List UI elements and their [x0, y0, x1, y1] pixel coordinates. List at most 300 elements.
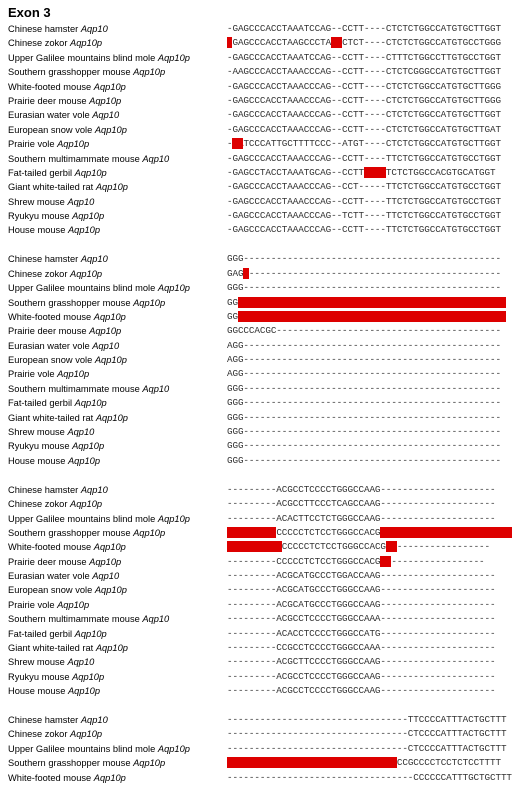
alignment-row	[8, 540, 520, 554]
highlighted-segment: -	[227, 37, 233, 49]
alignment-figure	[8, 4, 520, 785]
sequence-segment: CCCCCTCTCCTGGGCCACG	[281, 541, 386, 553]
sequence-segment: ---------CCGCCTCCCCTGGGCCAAA---------------------	[227, 642, 496, 654]
gene-name: Aqp10	[67, 196, 95, 207]
sequence	[227, 324, 501, 338]
gene-name: Aqp10p	[70, 38, 103, 49]
gene-name: Aqp10	[67, 657, 95, 668]
species-label	[8, 123, 127, 137]
sequence	[227, 367, 501, 381]
species-label	[8, 612, 169, 626]
sequence-segment: -GAGCCCACCTAAATCCAG--CCTT----CTCTCTGGCCATGTGCTTGGT	[227, 23, 501, 34]
sequence	[227, 310, 506, 324]
sequence	[227, 655, 495, 669]
sequence-segment: GG	[227, 310, 238, 322]
alignment-row	[8, 454, 520, 468]
sequence-segment: CTCT----CTCTCTGGCCATGTGCCTGGG	[342, 37, 501, 49]
species-name: Prairie deer mouse	[8, 95, 90, 106]
gene-name: Aqp10p	[72, 441, 105, 452]
sequence-segment: GGCCCACGC-----------------------------------------	[227, 325, 501, 337]
alignment-row	[8, 713, 520, 727]
species-name: Ryukyu mouse	[8, 211, 73, 222]
species-label	[8, 756, 165, 770]
sequence-segment: GAG	[227, 267, 244, 279]
sequence	[227, 152, 501, 166]
species-label	[8, 51, 190, 65]
sequence	[227, 296, 506, 310]
species-label	[8, 512, 190, 526]
alignment-row	[8, 396, 520, 410]
species-name: Eurasian water vole	[8, 340, 93, 351]
species-name: Giant white-tailed rat	[8, 643, 96, 654]
species-name: Prairie deer mouse	[8, 556, 90, 567]
alignment-row	[8, 108, 520, 122]
alignment-block	[8, 483, 520, 699]
species-label	[8, 713, 108, 727]
species-name: White-footed mouse	[8, 311, 94, 322]
species-label	[8, 483, 108, 497]
alignment-row	[8, 627, 520, 641]
alignment-row	[8, 339, 520, 353]
species-label	[8, 382, 169, 396]
species-label	[8, 209, 104, 223]
sequence-segment: ---------ACGCCTTCCCTCAGCCAAG---------------------	[227, 498, 496, 510]
species-label	[8, 540, 126, 554]
species-name: Southern grasshopper mouse	[8, 527, 134, 538]
sequence	[227, 195, 501, 209]
alignment-row	[8, 655, 520, 669]
species-label	[8, 425, 94, 439]
sequence-segment: -GAGCCTACCTAAATGCAG--CCTT	[227, 166, 364, 178]
sequence	[227, 742, 506, 756]
species-label	[8, 353, 127, 367]
sequence	[227, 223, 501, 237]
sequence	[227, 108, 501, 122]
species-name: White-footed mouse	[8, 81, 94, 92]
sequence-segment: ---------------------------------CTCCCCATTTACTGCTTT	[227, 742, 507, 754]
alignment-row	[8, 598, 520, 612]
species-name: Fat-tailed gerbil	[8, 628, 75, 639]
sequence-segment: -AAGCCCACCTAAACCCAG--CCTT----CTCTCGGGCCATGTGCTTGGT	[227, 66, 501, 78]
highlighted-segment: CC	[385, 541, 397, 553]
sequence	[227, 36, 501, 50]
sequence	[227, 512, 495, 526]
sequence-segment: -----------------	[396, 541, 491, 553]
alignment-row	[8, 512, 520, 526]
sequence-segment: -GAGCCCACCTAAACCCAG--CCTT----TTCTCTGGCCATGTGCCTGGT	[227, 195, 501, 207]
sequence	[227, 684, 495, 698]
gene-name: Aqp10	[92, 110, 120, 121]
species-label	[8, 583, 127, 597]
gene-name: Aqp10p	[157, 743, 190, 754]
species-label	[8, 526, 165, 540]
highlighted-segment: GA	[232, 138, 244, 150]
sequence-segment: -GAGCCCACCTAAACCCAG--CCTT----TTCTCTGGCCATGTGCCTGGT	[227, 152, 501, 164]
sequence-segment: ---------ACGCCTCCCCTGGGCCAAG---------------------	[227, 670, 496, 682]
species-label	[8, 555, 121, 569]
sequence	[227, 65, 501, 79]
species-label	[8, 36, 102, 50]
species-label	[8, 627, 107, 641]
species-label	[8, 396, 107, 410]
gene-name: Aqp10p	[157, 283, 190, 294]
gene-name: Aqp10p	[57, 139, 90, 150]
species-label	[8, 497, 102, 511]
sequence	[227, 80, 501, 94]
sequence-segment: GGG-----------------------------------------------	[227, 397, 501, 409]
block-gap	[8, 468, 520, 483]
sequence	[227, 339, 501, 353]
species-label	[8, 670, 104, 684]
species-name: Southern grasshopper mouse	[8, 67, 134, 78]
sequence-segment: ---------ACGCCTCCCCTGGGCCAAG---------------------	[227, 685, 496, 697]
species-name: Giant white-tailed rat	[8, 182, 96, 193]
species-name: House mouse	[8, 455, 68, 466]
alignment-row	[8, 555, 520, 569]
sequence	[227, 483, 495, 497]
alignment-row	[8, 727, 520, 741]
gene-name: Aqp10p	[93, 311, 126, 322]
sequence-segment: ---------ACACCTCCCCTGGGCCATG---------------------	[227, 627, 496, 639]
alignment-row	[8, 425, 520, 439]
gene-name: Aqp10p	[93, 81, 126, 92]
species-label	[8, 727, 102, 741]
gene-name: Aqp10p	[67, 686, 101, 697]
gene-name: Aqp10p	[95, 643, 128, 654]
alignment-row	[8, 483, 520, 497]
species-label	[8, 80, 126, 94]
alignment-row	[8, 641, 520, 655]
sequence	[227, 526, 512, 540]
highlighted-segment: CCCTGCCCCTAGGCCACGGCCCCCCCCCTGGGCCACG---CCCCTCTGG	[237, 310, 507, 322]
species-name: Chinese zokor	[8, 38, 71, 49]
sequence	[227, 454, 501, 468]
gene-name: Aqp10	[92, 571, 120, 582]
sequence	[227, 555, 485, 569]
gene-name: Aqp10	[92, 340, 120, 351]
species-name: European snow vole	[8, 585, 95, 596]
alignment-row	[8, 670, 520, 684]
sequence-segment: GGG-----------------------------------------------	[227, 253, 501, 265]
species-label	[8, 137, 89, 151]
species-label	[8, 180, 128, 194]
sequence-segment: ---------ACGCCTCCCCTGGGCCAAG---------------------	[227, 483, 496, 495]
sequence	[227, 756, 501, 770]
alignment-row	[8, 367, 520, 381]
highlighted-segment: CCTGCCGGCCAGGCCCCTCTCCTGGGCCACG	[227, 757, 397, 769]
gene-name: Aqp10p	[70, 499, 103, 510]
alignment-row	[8, 252, 520, 266]
species-name: Prairie deer mouse	[8, 326, 90, 337]
species-name: Giant white-tailed rat	[8, 412, 96, 423]
sequence-segment: ---------ACACTTCCTCTGGGCCAAG---------------------	[227, 512, 496, 524]
species-name: Southern multimammate mouse	[8, 153, 143, 164]
sequence	[227, 641, 495, 655]
gene-name: Aqp10p	[70, 729, 103, 740]
gene-name: Aqp10p	[133, 297, 166, 308]
species-label	[8, 296, 165, 310]
sequence	[227, 267, 501, 281]
species-name: Chinese hamster	[8, 715, 81, 726]
gene-name: Aqp10p	[89, 326, 122, 337]
species-name: Southern grasshopper mouse	[8, 758, 134, 769]
species-label	[8, 94, 121, 108]
species-name: Upper Galilee mountains blind mole	[8, 283, 158, 294]
sequence	[227, 598, 495, 612]
gene-name: Aqp10	[80, 715, 108, 726]
species-label	[8, 641, 128, 655]
species-name: Prairie vole	[8, 139, 58, 150]
sequence-segment: -----------------	[391, 555, 485, 567]
sequence-segment: -GAGCCCACCTAAACCCAG--CCTT----CTCTCTGGCCATGTGCTTGAT	[227, 123, 501, 135]
gene-name: Aqp10p	[133, 67, 166, 78]
species-label	[8, 339, 119, 353]
species-label	[8, 684, 100, 698]
sequence	[227, 51, 501, 65]
species-label	[8, 411, 128, 425]
gene-name: Aqp10p	[57, 599, 90, 610]
species-name: Shrew mouse	[8, 657, 68, 668]
gene-name: Aqp10	[142, 383, 170, 394]
sequence	[227, 353, 501, 367]
species-label	[8, 267, 102, 281]
sequence	[227, 569, 495, 583]
sequence	[227, 180, 501, 194]
figure-title: Exon 3	[8, 5, 51, 20]
species-label	[8, 310, 126, 324]
sequence-segment: ---------ACGCTTCCCCTGGGCCAAG---------------------	[227, 656, 496, 668]
alignment-row	[8, 267, 520, 281]
sequence-segment: ----------------------------------------------	[248, 267, 501, 279]
alignment-row	[8, 195, 520, 209]
gene-name: Aqp10	[142, 153, 170, 164]
alignment-row	[8, 569, 520, 583]
species-name: House mouse	[8, 686, 68, 697]
gene-name: Aqp10p	[67, 455, 101, 466]
species-label	[8, 771, 126, 785]
species-label	[8, 65, 165, 79]
sequence	[227, 727, 506, 741]
sequence-segment: -GAGCCCACCTAAACCCAG--CCTT----TTCTCTGGCCATGTGCCTGGT	[227, 224, 501, 236]
sequence-segment: GAGCCCACCTAAGCCCTA	[232, 37, 332, 49]
species-name: Chinese hamster	[8, 24, 81, 34]
alignment-row	[8, 152, 520, 166]
block-gap	[8, 699, 520, 714]
alignment-row	[8, 166, 520, 180]
sequence	[227, 396, 501, 410]
sequence-segment: -GAGCCCACCTAAATCCAG--CCTT----CTTTCTGGCCTTGTGCCTGGT	[227, 51, 501, 63]
sequence-segment: ---------------------------------CTCCCCATTTACTGCTTT	[227, 728, 507, 740]
species-name: White-footed mouse	[8, 772, 94, 783]
alignment-row	[8, 137, 520, 151]
gene-name: Aqp10p	[95, 412, 128, 423]
species-label	[8, 223, 100, 237]
block-gap	[8, 238, 520, 253]
species-name: Chinese zokor	[8, 729, 71, 740]
sequence-segment: CCCCCTCTCCTGGGCCACG	[276, 526, 381, 538]
species-label	[8, 252, 108, 266]
sequence-segment: ---------ACGCATGCCCTGGGCCAAG---------------------	[227, 598, 496, 610]
gene-name: Aqp10p	[94, 355, 127, 366]
alignment-block	[8, 252, 520, 468]
sequence	[227, 382, 501, 396]
gene-name: Aqp10	[80, 484, 108, 495]
sequence	[227, 497, 495, 511]
sequence-segment: -GAGCCCACCTAAACCCAG--CCTT----CTCTCTGGCCATGTGCTTGGG	[227, 94, 501, 106]
sequence-segment: GGG-----------------------------------------------	[227, 382, 501, 394]
sequence-segment: GGG-----------------------------------------------	[227, 411, 501, 423]
species-name: Ryukyu mouse	[8, 441, 73, 452]
species-name: Southern grasshopper mouse	[8, 297, 134, 308]
sequence-segment: -GAGCCCACCTAAACCCAG--CCTT----CTCTCTGGCCATGTGCTTGGT	[227, 109, 501, 121]
alignment-row	[8, 684, 520, 698]
sequence-segment: GGG-----------------------------------------------	[227, 440, 501, 452]
species-label	[8, 454, 100, 468]
species-label	[8, 281, 190, 295]
species-name: Fat-tailed gerbil	[8, 167, 75, 178]
gene-name: Aqp10	[80, 254, 108, 265]
gene-name: Aqp10p	[133, 758, 166, 769]
alignment-row	[8, 756, 520, 770]
gene-name: Aqp10p	[74, 628, 107, 639]
sequence	[227, 22, 501, 36]
alignment-row	[8, 51, 520, 65]
sequence	[227, 612, 495, 626]
species-name: Fat-tailed gerbil	[8, 398, 75, 409]
alignment-row	[8, 771, 520, 785]
sequence	[227, 439, 501, 453]
sequence	[227, 411, 501, 425]
species-name: Chinese hamster	[8, 484, 81, 495]
species-label	[8, 367, 89, 381]
species-name: Prairie vole	[8, 369, 58, 380]
highlighted-segment: AGGCCCCCCTGAGCCAGGCCCCTCCCCTGGGCCAGGCCCCCTCCCCTGG	[237, 296, 507, 308]
species-name: Southern multimammate mouse	[8, 614, 143, 625]
alignment-row	[8, 36, 520, 50]
sequence-segment: GG	[227, 296, 238, 308]
alignment-row	[8, 526, 520, 540]
alignment-block	[8, 713, 520, 785]
sequence-segment: -GAGCCCACCTAAACCCAG--TCTT----TTCTCTGGCCATGTGCCTGGT	[227, 210, 501, 222]
sequence	[227, 281, 501, 295]
alignment-row	[8, 742, 520, 756]
sequence	[227, 583, 495, 597]
species-name: House mouse	[8, 225, 68, 236]
alignment-row	[8, 353, 520, 367]
highlighted-segment: -	[243, 267, 249, 279]
species-name: Chinese hamster	[8, 254, 81, 265]
sequence	[227, 670, 495, 684]
species-name: Prairie vole	[8, 599, 58, 610]
gene-name: Aqp10p	[94, 585, 127, 596]
species-label	[8, 439, 104, 453]
species-label	[8, 22, 108, 36]
sequence	[227, 166, 496, 180]
highlighted-segment: CCAGGCCACG	[227, 541, 282, 553]
species-label	[8, 152, 169, 166]
gene-name: Aqp10p	[74, 167, 107, 178]
sequence	[227, 252, 501, 266]
sequence	[227, 425, 501, 439]
species-name: Eurasian water vole	[8, 110, 93, 121]
alignment-row	[8, 324, 520, 338]
alignment-row	[8, 22, 520, 36]
gene-name: Aqp10p	[93, 772, 126, 783]
highlighted-segment: GGCC	[363, 166, 386, 178]
sequence-segment: AGG-----------------------------------------------	[227, 339, 501, 351]
gene-name: Aqp10p	[70, 268, 103, 279]
sequence-segment: GGG-----------------------------------------------	[227, 426, 501, 438]
gene-name: Aqp10p	[72, 671, 105, 682]
gene-name: Aqp10p	[93, 542, 126, 553]
species-name: Ryukyu mouse	[8, 671, 73, 682]
sequence-segment: CCGCCCCTCCTCTCCTTTT	[396, 757, 501, 769]
alignment-row	[8, 411, 520, 425]
sequence-segment: ---------ACGCATGCCCTGGACCAAG---------------------	[227, 570, 496, 582]
highlighted-segment: AG	[331, 37, 343, 49]
species-name: Chinese zokor	[8, 499, 71, 510]
gene-name: Aqp10p	[95, 182, 128, 193]
alignment-row	[8, 583, 520, 597]
alignment-blocks	[8, 22, 520, 785]
alignment-row	[8, 65, 520, 79]
sequence-segment: ---------ACGCATGCCCTGGGCCAAG---------------------	[227, 584, 496, 596]
gene-name: Aqp10	[142, 614, 170, 625]
gene-name: Aqp10p	[157, 513, 190, 524]
species-name: European snow vole	[8, 355, 95, 366]
sequence	[227, 137, 501, 151]
gene-name: Aqp10p	[74, 398, 107, 409]
alignment-row	[8, 180, 520, 194]
sequence	[227, 627, 495, 641]
sequence-segment: ---------------------------------TTCCCCATTTACTGCTTT	[227, 714, 507, 726]
alignment-row	[8, 612, 520, 626]
gene-name: Aqp10p	[157, 52, 190, 63]
alignment-row	[8, 439, 520, 453]
gene-name: Aqp10p	[67, 225, 101, 236]
species-name: Upper Galilee mountains blind mole	[8, 52, 158, 63]
sequence	[227, 771, 512, 785]
sequence-segment: ---------CCCCCTCTCCTGGGCCACG	[227, 555, 381, 567]
gene-name: Aqp10	[80, 24, 108, 34]
gene-name: Aqp10p	[89, 95, 122, 106]
sequence-segment: GGG-----------------------------------------------	[227, 454, 501, 466]
sequence-segment: ----------------------------------CCCCCCATTTGCTGCTTT	[227, 771, 512, 783]
species-label	[8, 598, 89, 612]
sequence-segment: ---------ACGCCTCCCCTGGGCCAAA---------------------	[227, 613, 496, 625]
sequence	[227, 209, 501, 223]
highlighted-segment: CCCCCCCTCCCGGGCCGGGCCAGG	[380, 526, 512, 538]
sequence-segment: GGG-----------------------------------------------	[227, 282, 501, 294]
sequence	[227, 540, 490, 554]
alignment-row	[8, 80, 520, 94]
alignment-row	[8, 382, 520, 396]
gene-name: Aqp10p	[133, 527, 166, 538]
sequence-segment: AGG-----------------------------------------------	[227, 368, 501, 380]
gene-name: Aqp10	[67, 427, 95, 438]
species-label	[8, 108, 119, 122]
sequence-segment: -GAGCCCACCTAAACCCAG--CCT-----TTCTCTGGCCATGTGCCTGGT	[227, 181, 501, 193]
highlighted-segment: CCGGCCACG	[227, 526, 277, 538]
alignment-row	[8, 209, 520, 223]
species-name: White-footed mouse	[8, 542, 94, 553]
alignment-row	[8, 123, 520, 137]
alignment-row	[8, 296, 520, 310]
sequence-segment: TCTCTGGCCACGTGCATGGT	[385, 166, 496, 178]
species-name: Upper Galilee mountains blind mole	[8, 513, 158, 524]
species-name: Shrew mouse	[8, 427, 68, 438]
highlighted-segment: CC	[380, 555, 392, 567]
